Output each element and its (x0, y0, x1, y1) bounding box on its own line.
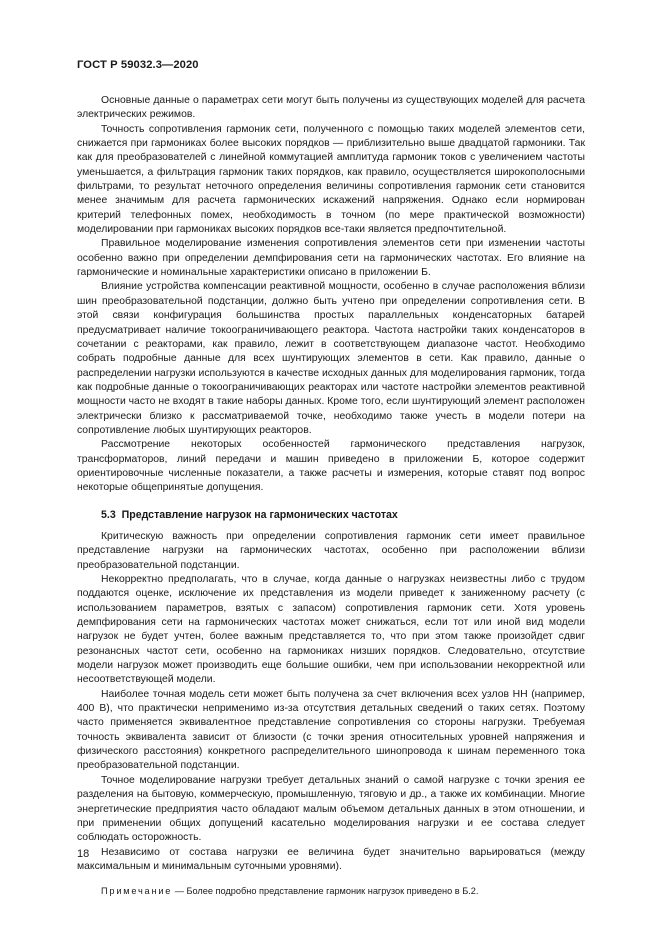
section-title: Представление нагрузок на гармонических частотах (121, 508, 398, 521)
paragraph: Наиболее точная модель сети может быть получена за счет включения всех узлов НН (например, 400 В), что практически неприменимо из-за отсутствия детальных сведений о таких сетях. Поэтому часто применяется эквивалентное представление сопротивления со стороны нагрузки. Требуемая точность эквивалента зависит от близости (с точки зрения относительных уровней напряжения и физического расстояния) конкретного распределительного шинопровода к шинам переменного тока преобразовательной подстанции. (77, 688, 585, 772)
note-label: Примечание (101, 886, 173, 897)
paragraph: Некорректно предполагать, что в случае, когда данные о нагрузках неизвестны либо с трудом поддаются оценке, исключение их представления из модели приведет к заниженному расчету (с использованием параметров, взятых с запасом) сопротивления гармоник сети. Хотя уровень демпфирования сети на гармонических частотах может снижаться, если тот или иной вид модели нагрузок не будет учтен, более важным представляется то, что при этом также произойдет сдвиг резонансных частот сети, особенно на гармониках низших порядков. Следовательно, отсутствие модели нагрузок может производить еще большие ошибки, чем при использовании некорректной или несоответствующей модели. (77, 574, 585, 686)
paragraph: Независимо от состава нагрузки ее величина будет значительно варьироваться (между максимальным и минимальным суточными уровнями). (77, 846, 585, 872)
paragraph: Точное моделирование нагрузки требует детальных знаний о самой нагрузке с точки зрения ее разделения на бытовую, коммерческую, промышленную, тяговую и др., а также их комбинации. Многие энергетические предприятия часто обладают малым объемом детальных данных в этом отношении, и при применении общих допущений касательно моделирования нагрузки и ее состава следует соблюдать осторожность. (77, 774, 585, 844)
note (77, 884, 585, 898)
section-heading (77, 508, 585, 522)
page-number: 18 (77, 848, 90, 860)
paragraph: Критическую важность при определении сопротивления гармоник сети имеет правильное представление нагрузки на гармонических частотах, особенно при расположении вблизи преобразовательной подстанции. (77, 530, 585, 571)
paragraph: Точность сопротивления гармоник сети, полученного с помощью таких моделей элементов сети, снижается при гармониках более высоких порядков — приблизительно выше двадцатой гармоники. Так как для преобразователей с линейной коммутацией амплитуда гармоник токов с увеличением частоты уменьшается, а фильтрация гармоник таких порядков, как правило, осуществляется широкополосными фильтрами, то результат неточного определения величины сопротивления гармоник сети становится менее значимым для расчета гармонических искажений напряжения. Однако если нормирован критерий телефонных помех, необходимость в точном (по мере практической возможности) моделировании при гармониках высоких порядков все-таки является предпочтительной. (77, 123, 585, 236)
note-text: — Более подробно представление гармоник нагрузок приведено в Б.2. (172, 886, 479, 897)
paragraph: Основные данные о параметрах сети могут быть получены из существующих моделей для расчета электрических режимов. (77, 95, 585, 121)
section-number: 5.3 (101, 508, 116, 521)
paragraph: Влияние устройства компенсации реактивной мощности, особенно в случае расположения вблизи шин преобразовательной подстанции, должно быть учтено при определении сопротивления сети. В этой связи конфигурация большинства простых параллельных конденсаторных батарей предусматривает наличие токоограничивающего реактора. Частота настройки таких конденсаторов в сочетании с реакторами, как правило, лежит в соответствующем диапазоне частот. Необходимо собрать подробные данные для всех шунтирующих элементов в сети. Как правило, данные о распределении нагрузки используются в качестве исходных данных для моделирования гармоник, тогда как подробные данные о токоограничивающих реакторах или частоте настройки элементов реактивной мощности часто не входят в такие наборы данных. Кроме того, если шунтирующий элемент расположен электрически близко к рассматриваемой точке, необходимо также учесть в модели потери на сопротивление любых шунтирующих реакторов. (77, 281, 585, 436)
paragraph: Правильное моделирование изменения сопротивления элементов сети при изменении частоты особенно важно при определении демпфирования сети на гармонических частотах. Его влияние на гармонические и номинальные характеристики описано в приложении Б. (77, 238, 585, 279)
document-header: ГОСТ Р 59032.3—2020 (77, 59, 199, 71)
paragraph: Рассмотрение некоторых особенностей гармонического представления нагрузок, трансформаторов, линий передачи и машин приведено в приложении Б, которое содержит ориентировочные численные показатели, а также расчеты и измерения, которые ставят под вопрос некоторые общепринятые допущения. (77, 439, 585, 494)
body-text (77, 94, 585, 899)
